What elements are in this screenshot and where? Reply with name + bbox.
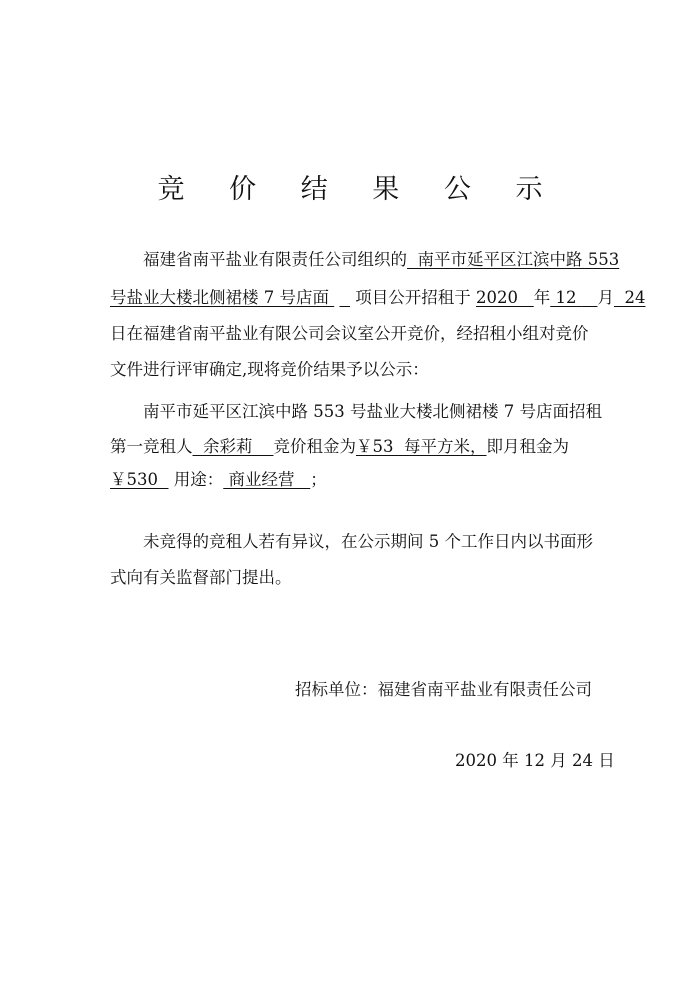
date-line: 2020 年 12 月 24 日	[455, 751, 615, 770]
usage-field: 商业经营	[223, 470, 311, 489]
para1-line2: 号盐业大楼北侧裙楼 7 号店面 项目公开招租于 2020 年 12 月 24	[110, 288, 646, 307]
para1-line4: 文件进行评审确定,现将竞价结果予以公示：	[110, 360, 429, 379]
unit-price-field: ￥53 每平方米，	[355, 437, 487, 456]
para2-line3: ￥530 用途： 商业经营 ；	[110, 470, 327, 489]
para2-line1: 南平市延平区江滨中路 553 号盐业大楼北侧裙楼 7 号店面招租	[143, 402, 602, 421]
year-field: 2020	[475, 288, 518, 307]
para3-line1: 未竞得的竞租人若有异议，在公示期间 5 个工作日内以书面形	[143, 532, 593, 551]
project-location-field: 南平市延平区江滨中路 553	[407, 250, 620, 269]
issuer-line: 招标单位：福建省南平盐业有限责任公司	[295, 680, 592, 699]
monthly-rent-field: ￥530	[110, 470, 169, 489]
day-field: 24	[613, 288, 646, 307]
para1-text: 福建省南平盐业有限责任公司组织的	[143, 250, 407, 269]
para3-line2: 式向有关监督部门提出。	[110, 568, 292, 587]
month-field: 12	[550, 288, 582, 307]
winner-name-field: 余彩莉	[192, 437, 274, 456]
blank-field	[339, 288, 350, 307]
para1-line1	[143, 250, 619, 270]
project-location-field-cont: 号盐业大楼北侧裙楼 7 号店面	[110, 288, 335, 307]
para1-line3: 日在福建省南平盐业有限公司会议室公开竞价，经招租小组对竞价	[110, 324, 589, 343]
para2-line2: 第一竞租人 余彩莉 竞价租金为￥53 每平方米，即月租金为	[110, 437, 569, 456]
document-title: 竞 价 结 果 公 示	[157, 174, 561, 205]
